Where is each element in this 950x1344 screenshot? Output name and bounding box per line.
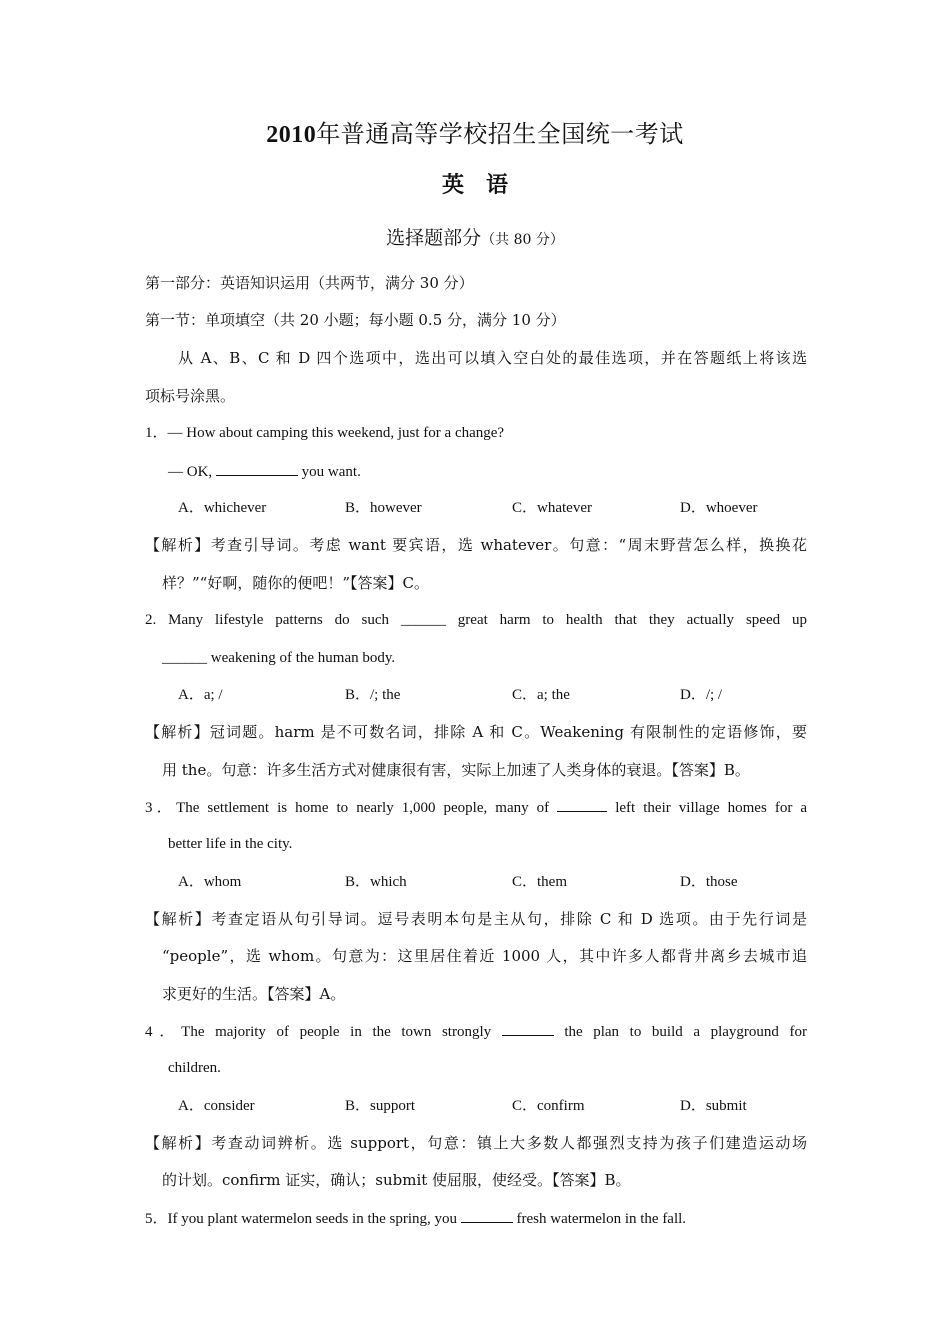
answer-blank bbox=[216, 461, 298, 476]
question-3-line-1 bbox=[145, 797, 807, 818]
q4-option-d: D．submit bbox=[680, 1098, 747, 1114]
q2-option-b: B．/; the bbox=[345, 687, 401, 703]
instructions-line-2: 项标号涂黑。 bbox=[145, 387, 236, 405]
q3-option-d: D．those bbox=[680, 874, 738, 890]
question-3-text: 3．The settlement is home to nearly 1,000 people, many of bbox=[145, 800, 550, 816]
q1-option-c: C．whatever bbox=[512, 500, 592, 516]
question-1-reply: — OK, bbox=[168, 464, 213, 480]
q2-explanation-line-2: 用 the。句意：许多生活方式对健康很有害，实际上加速了人类身体的衰退。【答案】B。 bbox=[162, 761, 750, 779]
question-3-text-end: left their village homes for a bbox=[615, 800, 808, 816]
section-title bbox=[0, 225, 950, 253]
question-2-line-2: ______ weakening of the human body. bbox=[162, 650, 396, 666]
question-2-line-1: 2. Many lifestyle patterns do such ______ great harm to health that they actually speed up bbox=[145, 612, 807, 628]
question-1-line-2 bbox=[168, 461, 361, 482]
q4-explanation-line-2: 的计划。confirm 证实，确认；submit 使屈服，使经受。【答案】B。 bbox=[162, 1171, 631, 1189]
q3-option-c: C．them bbox=[512, 874, 567, 890]
q3-explanation-line-2: “people”，选 whom。句意为：这里居住着近 1000 人，其中许多人都背井离乡去城市追 bbox=[162, 947, 807, 965]
q1-explanation-line-1: 【解析】考查引导词。考虑 want 要宾语，选 whatever。句意：“周末野营怎么样，换换花 bbox=[145, 536, 807, 554]
q1-option-b: B．however bbox=[345, 500, 422, 516]
question-4-text: 4．The majority of people in the town strongly bbox=[145, 1024, 492, 1040]
exam-year: 2010 bbox=[266, 122, 317, 148]
instructions-line-1: 从 A、B、C 和 D 四个选项中，选出可以填入空白处的最佳选项，并在答题纸上将该选 bbox=[178, 349, 807, 367]
question-5-line-1 bbox=[145, 1208, 686, 1229]
q1-option-d: D．whoever bbox=[680, 500, 758, 516]
q2-option-c: C．a; the bbox=[512, 687, 570, 703]
section-one-heading: 第一节：单项填空（共 20 小题；每小题 0.5 分，满分 10 分） bbox=[145, 311, 566, 329]
question-5-text-end: fresh watermelon in the fall. bbox=[516, 1211, 687, 1227]
q3-option-a: A．whom bbox=[178, 874, 242, 890]
q2-option-d: D．/; / bbox=[680, 687, 723, 703]
q2-explanation-line-1: 【解析】冠词题。harm 是不可数名词，排除 A 和 C。Weakening 有限制性的定语修饰，要 bbox=[145, 723, 807, 741]
question-5-text: 5．If you plant watermelon seeds in the spring, you bbox=[145, 1211, 458, 1227]
part-one-heading: 第一部分：英语知识运用（共两节，满分 30 分） bbox=[145, 274, 474, 292]
question-4-line-2: children. bbox=[168, 1060, 221, 1076]
q4-option-b: B．support bbox=[345, 1098, 416, 1114]
section-title-main: 选择题部分 bbox=[386, 227, 482, 249]
answer-blank bbox=[502, 1021, 554, 1036]
question-4-line-1 bbox=[145, 1021, 807, 1042]
q1-option-a: A．whichever bbox=[178, 500, 267, 516]
exam-title bbox=[0, 118, 950, 151]
q4-option-c: C．confirm bbox=[512, 1098, 585, 1114]
question-3-line-2: better life in the city. bbox=[168, 836, 293, 852]
answer-blank bbox=[461, 1208, 513, 1223]
question-1-line-1: 1．— How about camping this weekend, just for a change? bbox=[145, 425, 505, 441]
q4-explanation-line-1: 【解析】考查动词辨析。选 support，句意：镇上大多数人都强烈支持为孩子们建造运动场 bbox=[145, 1134, 807, 1152]
q1-explanation-line-2: 样？”“好啊，随你的便吧！”【答案】C。 bbox=[162, 574, 429, 592]
question-1-reply-end: you want. bbox=[301, 464, 361, 480]
q4-option-a: A．consider bbox=[178, 1098, 255, 1114]
exam-title-text: 年普通高等学校招生全国统一考试 bbox=[316, 120, 684, 148]
q3-option-b: B．which bbox=[345, 874, 407, 890]
section-title-note: （共 80 分） bbox=[481, 232, 564, 248]
question-4-text-end: the plan to build a playground for bbox=[564, 1024, 807, 1040]
q2-option-a: A．a; / bbox=[178, 687, 223, 703]
q3-explanation-line-3: 求更好的生活。【答案】A。 bbox=[162, 985, 346, 1003]
answer-blank bbox=[557, 797, 607, 812]
subject-heading: 英语 bbox=[441, 172, 530, 198]
q3-explanation-line-1: 【解析】考查定语从句引导词。逗号表明本句是主从句，排除 C 和 D 选项。由于先行词是 bbox=[145, 910, 807, 928]
